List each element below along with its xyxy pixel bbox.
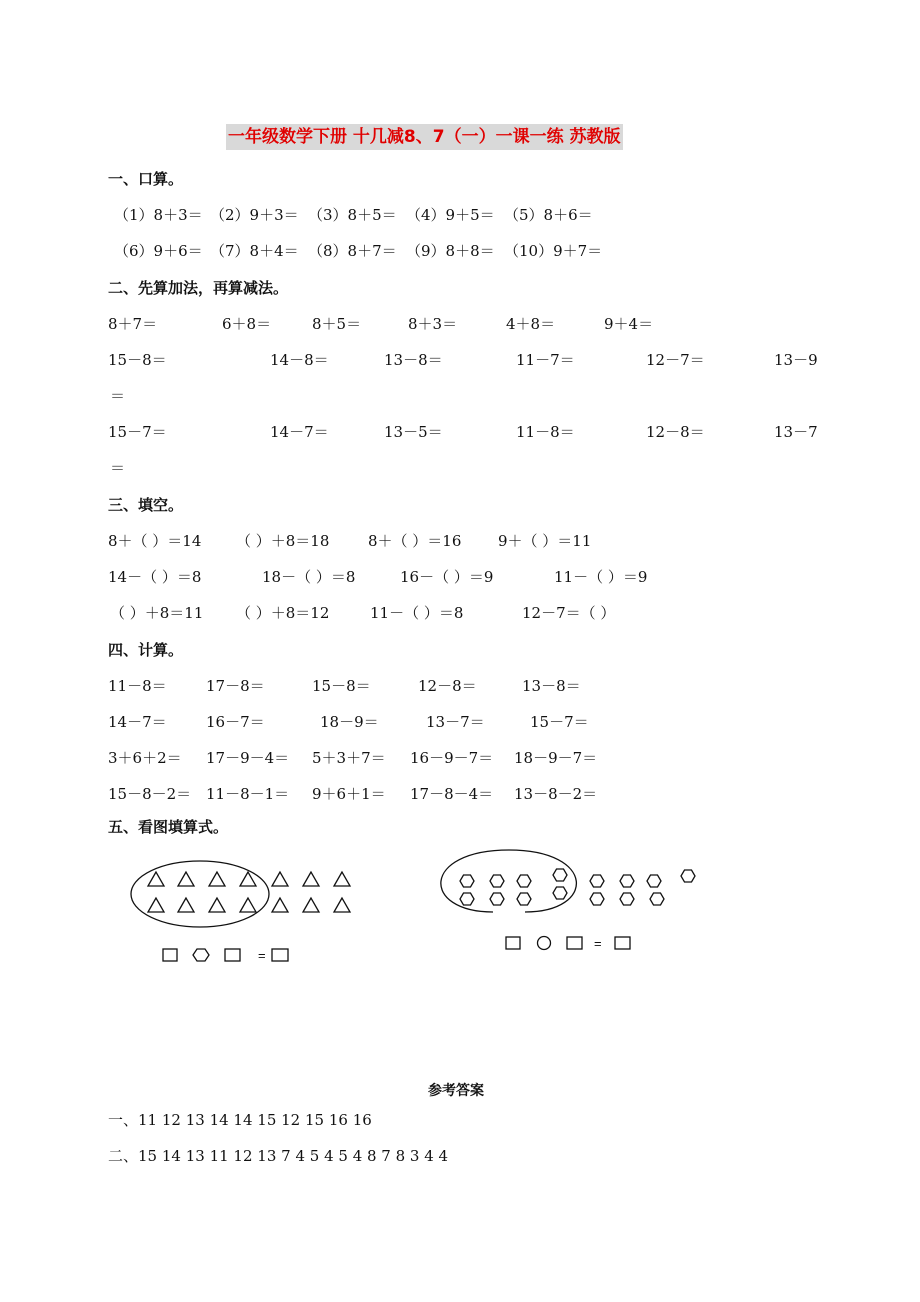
problem: （ ）＋8＝18: [236, 532, 330, 550]
problem-wrap: ＝: [110, 459, 126, 477]
problem: 9＋6＋1＝: [312, 785, 386, 803]
equals-sign: =: [258, 948, 266, 963]
problem: 14－7＝: [270, 423, 329, 441]
triangle-icons: [148, 872, 350, 912]
answer-box: [567, 937, 582, 949]
problem: 18－9－7＝: [514, 749, 598, 767]
problem: 12－7＝（ ）: [522, 604, 616, 622]
problem: 6＋8＝: [222, 315, 272, 333]
section-5-heading: 五、看图填算式。: [108, 818, 229, 836]
problem: 13－9: [774, 351, 818, 369]
operator-circle-icon: [538, 937, 551, 950]
hexagon-icon: [460, 875, 474, 887]
problem: （ ）＋8＝11: [110, 604, 204, 622]
answer-box-row: [163, 949, 288, 961]
problem: （5）8＋6＝: [504, 206, 593, 224]
problem: 17－8＝: [206, 677, 265, 695]
answer-box: [163, 949, 177, 961]
problem: 5＋3＋7＝: [312, 749, 386, 767]
section-2-heading: 二、先算加法，再算减法。: [108, 279, 289, 297]
problem: 11－（ ）＝9: [554, 568, 648, 586]
problem: 15－8－2＝: [108, 785, 192, 803]
problem: （9）8＋8＝: [406, 242, 495, 260]
problem: 9＋（ ）＝11: [498, 532, 592, 550]
hexagon-icon: [553, 869, 567, 881]
hexagons-figure: [441, 850, 695, 950]
problem: 8＋（ ）＝16: [368, 532, 462, 550]
problem: 13－7: [774, 423, 818, 441]
answer-line: 一、11 12 13 14 14 15 12 15 16 16: [108, 1111, 372, 1129]
problem: 16－9－7＝: [410, 749, 494, 767]
problem: （2）9＋3＝: [210, 206, 299, 224]
hexagon-icon: [517, 893, 531, 905]
problem: 17－9－4＝: [206, 749, 290, 767]
hexagon-icon: [517, 875, 531, 887]
problem: 12－8＝: [418, 677, 477, 695]
problem: （7）8＋4＝: [210, 242, 299, 260]
hexagon-icon: [650, 893, 664, 905]
section-1-heading: 一、口算。: [108, 170, 184, 188]
problem: 14－（ ）＝8: [108, 568, 202, 586]
problem: 8＋（ ）＝14: [108, 532, 202, 550]
hexagon-icon: [490, 893, 504, 905]
problem: （8）8＋7＝: [308, 242, 397, 260]
operator-hexagon-icon: [193, 949, 209, 961]
problem: 16－7＝: [206, 713, 265, 731]
problem: （3）8＋5＝: [308, 206, 397, 224]
problem: 11－（ ）＝8: [370, 604, 464, 622]
problem: 15－8＝: [312, 677, 371, 695]
hexagon-icon: [620, 875, 634, 887]
problem: 14－8＝: [270, 351, 329, 369]
problem: 15－7＝: [530, 713, 589, 731]
problem: 12－7＝: [646, 351, 705, 369]
problem: 15－7＝: [108, 423, 167, 441]
problem: 4＋8＝: [506, 315, 556, 333]
hexagon-icon: [490, 875, 504, 887]
hexagon-icon: [590, 875, 604, 887]
problem-wrap: ＝: [110, 387, 126, 405]
problem: 15－8＝: [108, 351, 167, 369]
section-4-heading: 四、计算。: [108, 641, 184, 659]
problem: （6）9＋6＝: [114, 242, 203, 260]
problem: 13－7＝: [426, 713, 485, 731]
hexagon-icons: [460, 869, 695, 905]
answer-box: [506, 937, 520, 949]
problem: （4）9＋5＝: [406, 206, 495, 224]
problem: 18－9＝: [320, 713, 379, 731]
problem: （10）9＋7＝: [504, 242, 603, 260]
problem: 17－8－4＝: [410, 785, 494, 803]
equals-sign: =: [594, 936, 602, 951]
answer-box: [615, 937, 630, 949]
section-3-heading: 三、填空。: [108, 496, 184, 514]
answers-heading: 参考答案: [428, 1083, 484, 1099]
grouping-ellipse: [131, 861, 269, 927]
answer-box: [272, 949, 288, 961]
problem: 12－8＝: [646, 423, 705, 441]
triangles-figure: [131, 861, 350, 961]
problem: 18－（ ）＝8: [262, 568, 356, 586]
hexagon-icon: [620, 893, 634, 905]
hexagon-icon: [681, 870, 695, 882]
problem: 11－7＝: [516, 351, 575, 369]
problem: 3＋6＋2＝: [108, 749, 182, 767]
problem: 8＋7＝: [108, 315, 158, 333]
hexagon-icon: [553, 887, 567, 899]
problem: 13－8－2＝: [514, 785, 598, 803]
problem: 13－8＝: [522, 677, 581, 695]
page-title: 一年级数学下册 十几减8、7（一）一课一练 苏教版: [226, 124, 623, 150]
hexagon-icon: [647, 875, 661, 887]
problem: 16－（ ）＝9: [400, 568, 494, 586]
problem: （ ）＋8＝12: [236, 604, 330, 622]
problem: 11－8－1＝: [206, 785, 290, 803]
problem: 11－8＝: [108, 677, 167, 695]
problem: 8＋5＝: [312, 315, 362, 333]
problem: 13－5＝: [384, 423, 443, 441]
problem: 14－7＝: [108, 713, 167, 731]
problem: 8＋3＝: [408, 315, 458, 333]
hexagon-icon: [460, 893, 474, 905]
problem: 13－8＝: [384, 351, 443, 369]
problem: 11－8＝: [516, 423, 575, 441]
answer-line: 二、15 14 13 11 12 13 7 4 5 4 5 4 8 7 8 3 4 4: [108, 1147, 449, 1165]
answer-box-row: [506, 937, 630, 950]
hexagon-icon: [590, 893, 604, 905]
problem: （1）8＋3＝: [114, 206, 203, 224]
problem: 9＋4＝: [604, 315, 654, 333]
answer-box: [225, 949, 240, 961]
